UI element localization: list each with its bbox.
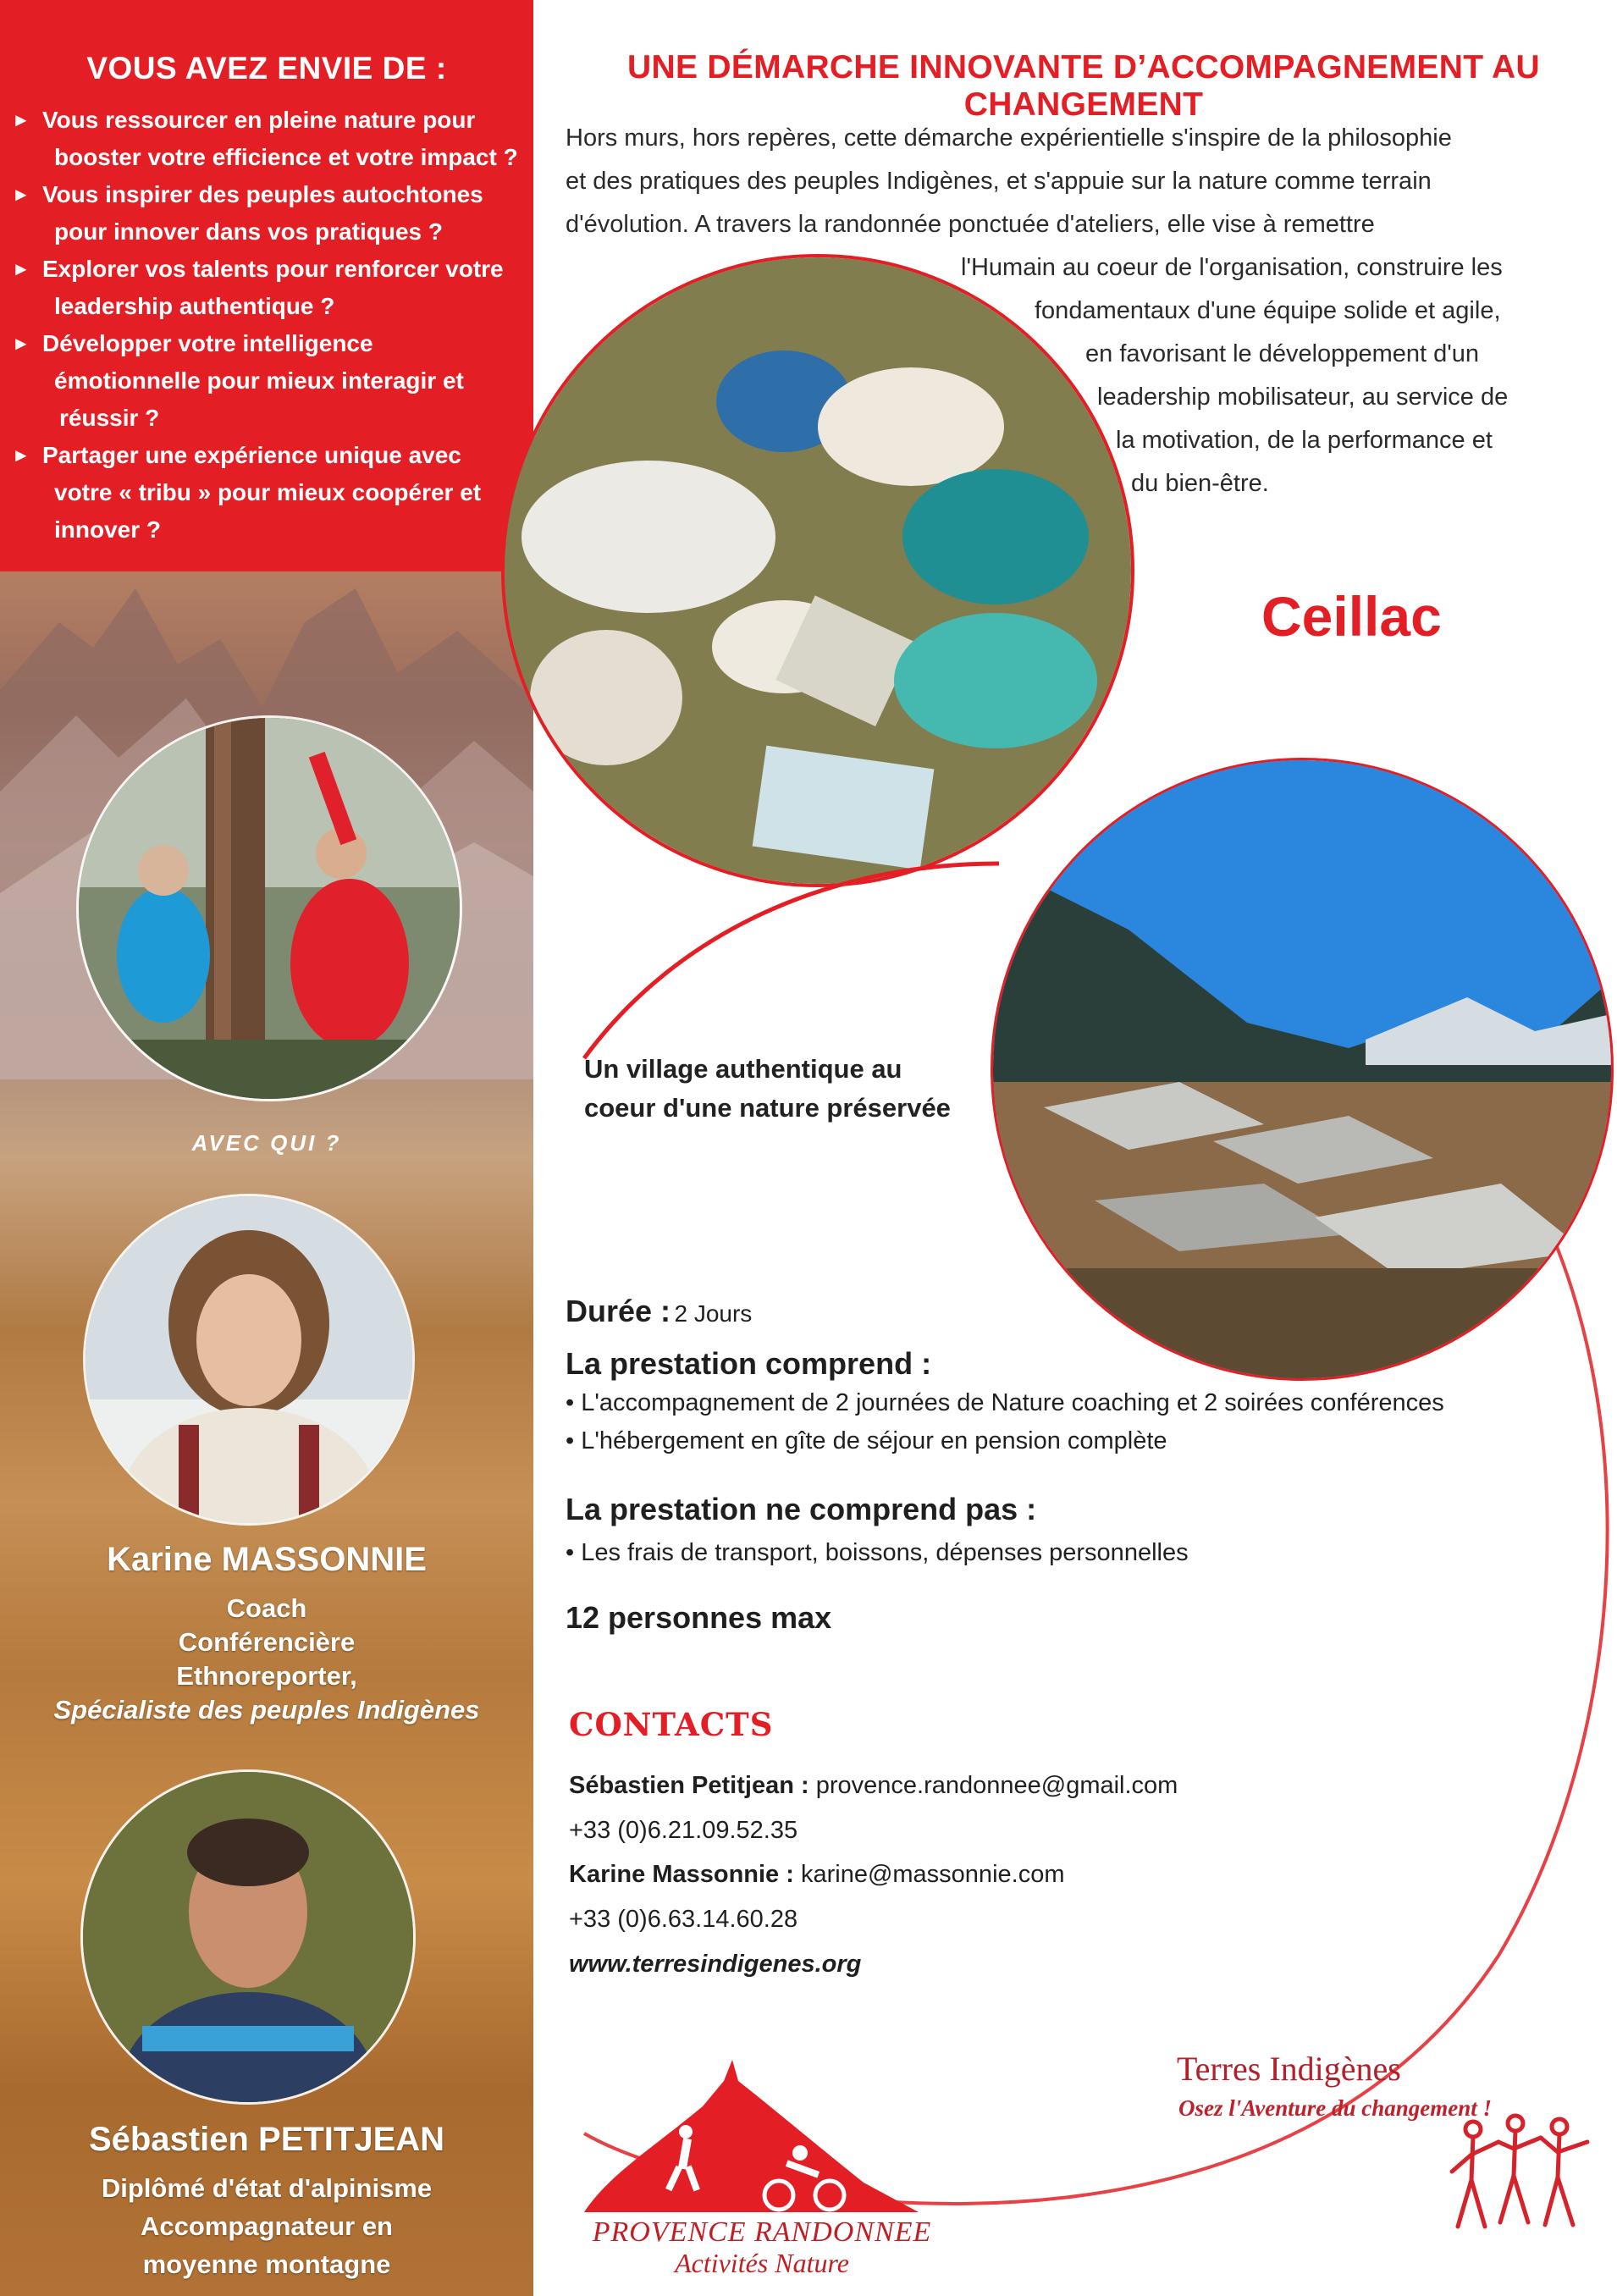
provence-brand-subtitle: Activités Nature: [675, 2248, 849, 2278]
email-link[interactable]: karine@massonnie.com: [800, 1861, 1065, 1888]
triangle-bullet-icon: ►: [12, 258, 30, 279]
provence-brand-name: PROVENCE RANDONNEE: [592, 2216, 932, 2248]
sebastien-role: moyenne montagne: [142, 2249, 391, 2279]
list-item: ► Développer votre intelligence émotionnelle pour mieux interagir et réussir ?: [12, 325, 528, 437]
place-title: Ceillac: [1261, 585, 1442, 648]
triangle-bullet-icon: ►: [12, 444, 30, 466]
triangle-bullet-icon: ►: [12, 333, 30, 354]
intro-line: et des pratiques des peuples Indigènes, et s'appuie sur la nature comme terrain: [566, 168, 1432, 195]
left-column: [0, 0, 533, 2296]
includes-title: La prestation comprend :: [566, 1346, 932, 1381]
bullet-dot-icon: •: [566, 1427, 575, 1454]
karine-name: Karine MASSONNIE: [107, 1541, 427, 1578]
karine-role: Coach: [226, 1593, 307, 1623]
terres-brand-name: Terres Indigènes: [1177, 2050, 1401, 2088]
capacity: 12 personnes max: [566, 1600, 832, 1635]
intro-line: Hors murs, hors repères, cette démarche expérientielle s'inspire de la philosophie: [566, 124, 1452, 152]
workshop-photo: [501, 254, 1134, 887]
wishes-heading: VOUS AVEZ ENVIE DE :: [86, 51, 447, 86]
intro-line: leadership mobilisateur, au service de: [1097, 384, 1509, 411]
intro-line: fondamentaux d'une équipe solide et agile,: [1035, 297, 1501, 324]
list-item: • Les frais de transport, boissons, dépenses personnelles: [566, 1539, 1189, 1566]
guides-photo: [76, 715, 462, 1101]
dancing-people-icon: [1448, 2108, 1600, 2235]
sebastien-role: Diplômé d'état d'alpinisme: [101, 2173, 433, 2203]
list-item: ► Explorer vos talents pour renforcer votre leadership authentique ?: [12, 251, 528, 325]
triangle-bullet-icon: ►: [12, 109, 30, 130]
phone-number[interactable]: +33 (0)6.63.14.60.28: [569, 1906, 798, 1933]
intro-line: l'Humain au coeur de l'organisation, construire les: [961, 254, 1503, 281]
intro-line: la motivation, de la performance et: [1116, 427, 1493, 454]
triangle-bullet-icon: ►: [12, 184, 30, 205]
karine-specialty: Spécialiste des peuples Indigènes: [53, 1695, 480, 1725]
terres-tagline: Osez l'Aventure du changement !: [1178, 2095, 1493, 2121]
contact-karine: Karine Massonnie : karine@massonnie.com: [569, 1861, 1065, 1888]
list-item: • L'hébergement en gîte de séjour en pension complète: [566, 1427, 1167, 1454]
email-link[interactable]: provence.randonnee@gmail.com: [815, 1772, 1178, 1799]
village-photo: [991, 758, 1614, 1381]
intro-line: du bien-être.: [1131, 470, 1269, 497]
excludes-title: La prestation ne comprend pas :: [566, 1492, 1037, 1526]
list-item: • L'accompagnement de 2 journées de Nature coaching et 2 soirées conférences: [566, 1389, 1444, 1416]
bullet-dot-icon: •: [566, 1389, 575, 1416]
list-item: ► Partager une expérience unique avec votre « tribu » pour mieux coopérer et innover ?: [12, 437, 528, 549]
karine-role: Conférencière: [178, 1627, 356, 1657]
website-link[interactable]: www.terresindigenes.org: [569, 1951, 862, 1978]
list-item: ► Vous inspirer des peuples autochtones pour innover dans vos pratiques ?: [12, 176, 528, 251]
bullet-dot-icon: •: [566, 1539, 575, 1566]
intro-line: en favorisant le développement d'un: [1085, 340, 1480, 367]
sebastien-role: Accompagnateur en: [140, 2211, 393, 2241]
phone-number[interactable]: +33 (0)6.21.09.52.35: [569, 1817, 798, 1844]
wishes-list: [12, 102, 528, 549]
karine-role: Ethnoreporter,: [176, 1661, 357, 1691]
intro-line: d'évolution. A travers la randonnée ponctuée d'ateliers, elle vise à remettre: [566, 211, 1375, 238]
list-item: ► Vous ressourcer en pleine nature pour booster votre efficience et votre impact ?: [12, 102, 528, 176]
contact-sebastien: Sébastien Petitjean : provence.randonnee@gmail.com: [569, 1772, 1178, 1799]
village-caption: Un village authentique au coeur d'une nature préservée: [584, 1054, 951, 1123]
sebastien-name: Sébastien PETITJEAN: [88, 2121, 445, 2158]
avec-qui-heading: AVEC QUI ?: [191, 1130, 342, 1156]
provence-randonnee-logo: [576, 2047, 931, 2216]
main-title: UNE DÉMARCHE INNOVANTE D’ACCOMPAGNEMENT AU CHANGEMENT: [627, 49, 1540, 123]
sebastien-portrait: [80, 1769, 416, 2105]
karine-portrait: [83, 1194, 415, 1526]
contacts-title: CONTACTS: [569, 1706, 774, 1743]
duration: Durée : 2 Jours: [566, 1294, 753, 1328]
